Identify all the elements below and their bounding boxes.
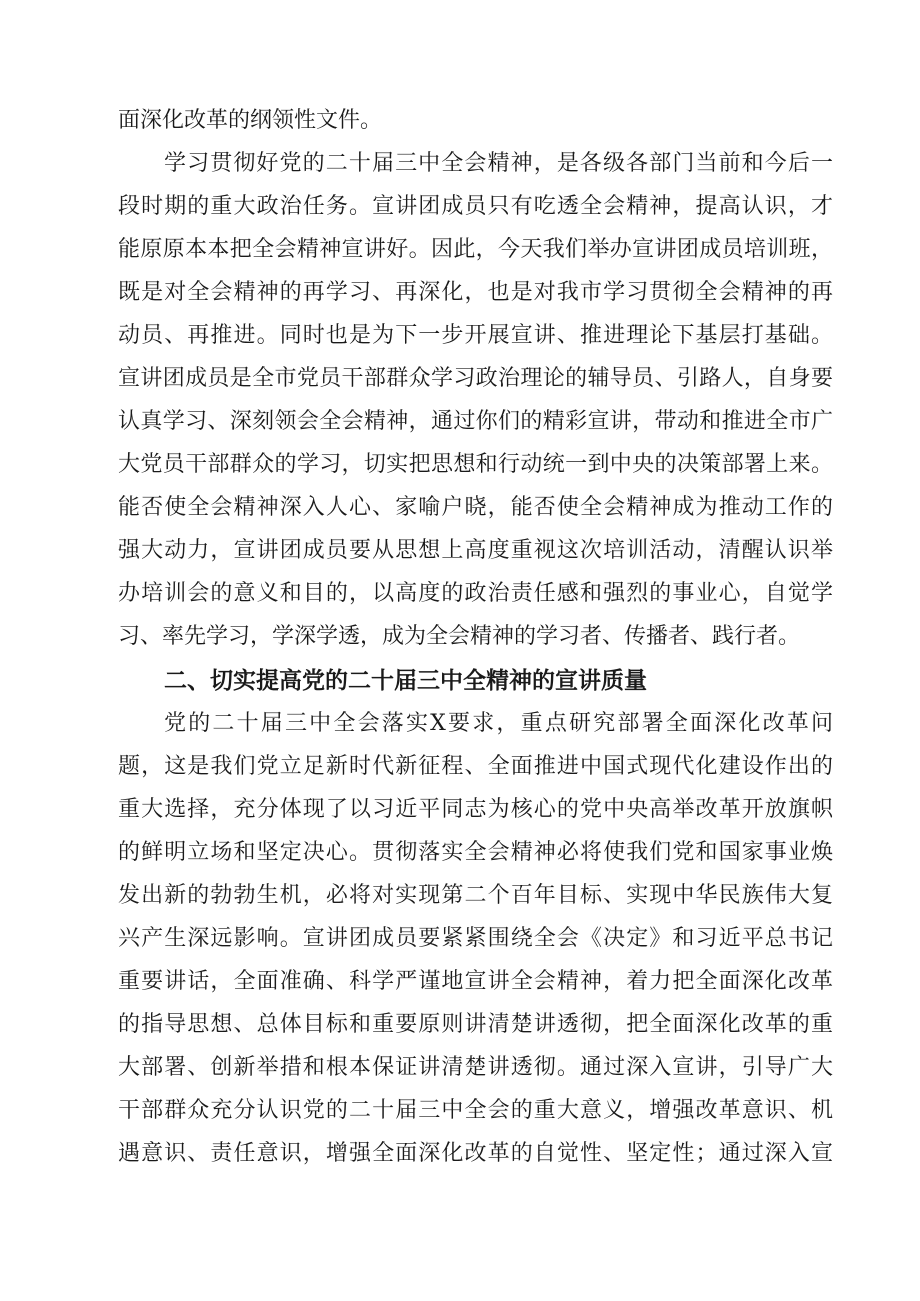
text-line: 重大选择，充分体现了以习近平同志为核心的党中央高举改革开放旗帜 — [118, 797, 833, 822]
section-heading: 二、切实提高党的二十届三中全精神的宣讲质量 — [164, 668, 647, 694]
text-line: 兴产生深远影响。宣讲团成员要紧紧围绕全会《决定》和习近平总书记 — [118, 926, 833, 951]
text-line: 认真学习、深刻领会全会精神，通过你们的精彩宣讲，带动和推进全市广 — [118, 409, 833, 434]
text-line: 干部群众充分认识党的二十届三中全会的重大意义，增强改革意识、机 — [118, 1098, 833, 1123]
text-line: 宣讲团成员是全市党员干部群众学习政治理论的辅导员、引路人，自身要 — [118, 366, 833, 391]
text-line: 大党员干部群众的学习，切实把思想和行动统一到中央的决策部署上来。 — [118, 452, 833, 477]
text-line: 能否使全会精神深入人心、家喻户晓，能否使全会精神成为推动工作的 — [118, 495, 833, 520]
paragraph-first-line: 学习贯彻好党的二十届三中全会精神，是各级各部门当前和今后一 — [164, 151, 833, 176]
text-line: 重要讲话，全面准确、科学严谨地宣讲全会精神，着力把全面深化改革 — [118, 969, 833, 994]
text-line: 题，这是我们党立足新时代新征程、全面推进中国式现代化建设作出的 — [118, 754, 833, 779]
text-line: 大部署、创新举措和根本保证讲清楚讲透彻。通过深入宣讲，引导广大 — [118, 1055, 833, 1080]
text-line: 习、率先学习，学深学透，成为全会精神的学习者、传播者、践行者。 — [118, 624, 801, 649]
paragraph-first-line: 党的二十届三中全会落实X要求，重点研究部署全面深化改革问 — [164, 711, 833, 736]
text-line: 遇意识、责任意识，增强全面深化改革的自觉性、坚定性；通过深入宣 — [118, 1141, 833, 1166]
text-line: 办培训会的意义和目的，以高度的政治责任感和强烈的事业心，自觉学 — [118, 581, 833, 606]
text-line: 发出新的勃勃生机，必将对实现第二个百年目标、实现中华民族伟大复 — [118, 883, 833, 908]
text-line: 能原原本本把全会精神宣讲好。因此，今天我们举办宣讲团成员培训班， — [118, 237, 833, 262]
text-line: 段时期的重大政治任务。宣讲团成员只有吃透全会精神，提高认识，才 — [118, 194, 833, 219]
text-line: 强大动力，宣讲团成员要从思想上高度重视这次培训活动，清醒认识举 — [118, 538, 833, 563]
text-line: 面深化改革的纲领性文件。 — [118, 108, 383, 133]
text-line: 既是对全会精神的再学习、再深化，也是对我市学习贯彻全会精神的再 — [118, 280, 833, 305]
text-line: 的指导思想、总体目标和重要原则讲清楚讲透彻，把全面深化改革的重 — [118, 1012, 833, 1037]
text-line: 动员、再推进。同时也是为下一步开展宣讲、推进理论下基层打基础。 — [118, 323, 833, 348]
text-line: 的鲜明立场和坚定决心。贯彻落实全会精神必将使我们党和国家事业焕 — [118, 840, 833, 865]
